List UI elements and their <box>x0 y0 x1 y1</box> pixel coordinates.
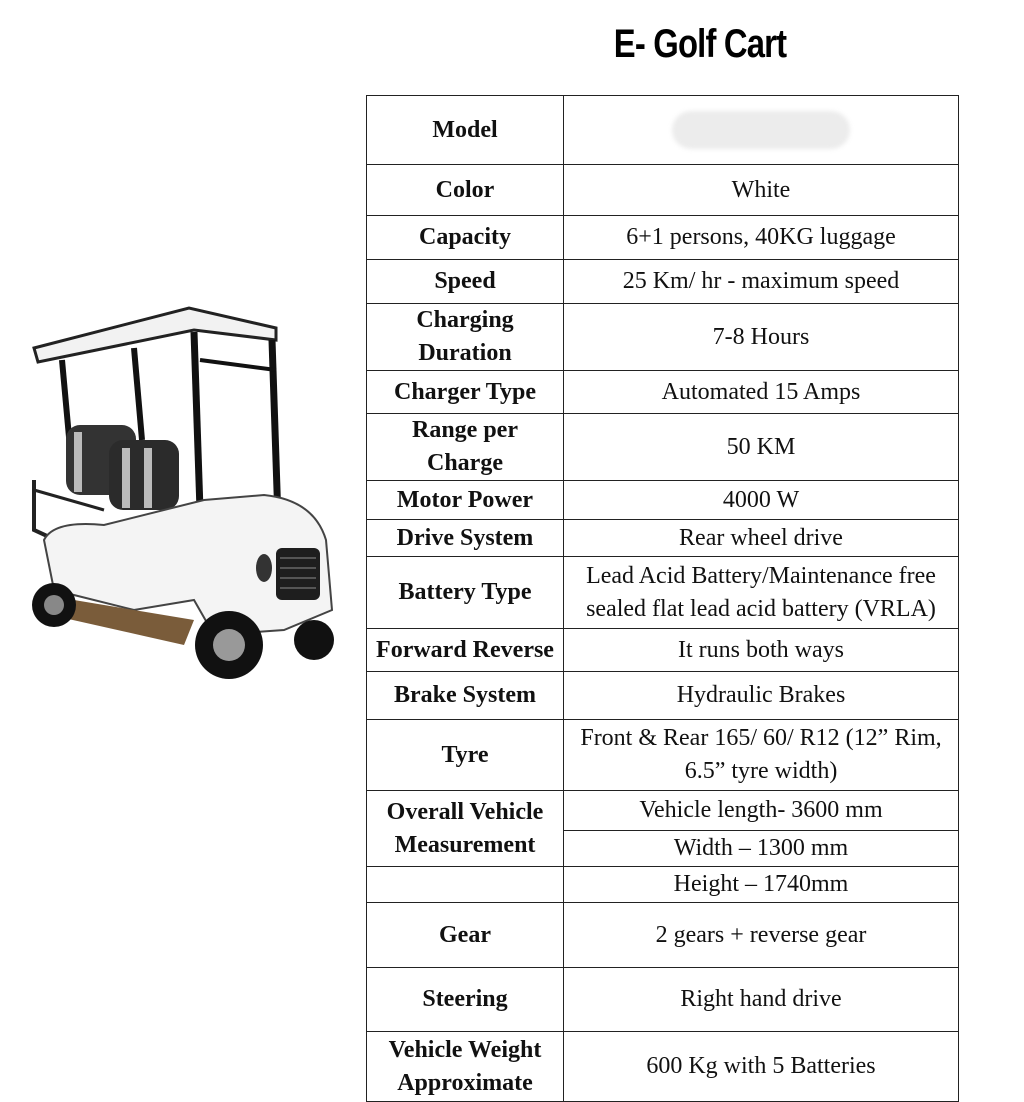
spec-value: Lead Acid Battery/Maintenance free sealed flat lead acid battery (VRLA) <box>564 557 959 629</box>
page-title: E- Golf Cart <box>613 22 787 66</box>
spec-label: Overall Vehicle Measurement <box>367 791 564 867</box>
spec-value: Automated 15 Amps <box>564 371 959 414</box>
table-row <box>367 520 959 557</box>
spec-value: Hydraulic Brakes <box>564 672 959 720</box>
spec-value: 7-8 Hours <box>564 304 959 371</box>
spec-value: 25 Km/ hr - maximum speed <box>564 260 959 304</box>
spec-label: Drive System <box>367 520 564 557</box>
table-row <box>367 672 959 720</box>
spec-value: 600 Kg with 5 Batteries <box>564 1032 959 1102</box>
spec-label: Brake System <box>367 672 564 720</box>
table-row <box>367 968 959 1032</box>
spec-label: Forward Reverse <box>367 629 564 672</box>
table-row <box>367 720 959 791</box>
spec-label: Tyre <box>367 720 564 791</box>
spec-value: Vehicle length- 3600 mm <box>564 791 959 831</box>
table-row <box>367 304 959 371</box>
table-row <box>367 791 959 831</box>
spec-label: Speed <box>367 260 564 304</box>
spec-value: Rear wheel drive <box>564 520 959 557</box>
table-row <box>367 629 959 672</box>
spec-label: Charging Duration <box>367 304 564 371</box>
table-row <box>367 165 959 216</box>
table-row <box>367 557 959 629</box>
spec-label: Range per Charge <box>367 414 564 481</box>
table-row <box>367 371 959 414</box>
spec-label: Vehicle Weight Approximate <box>367 1032 564 1102</box>
table-row <box>367 414 959 481</box>
spec-label: Capacity <box>367 216 564 260</box>
spec-value: Right hand drive <box>564 968 959 1032</box>
table-row <box>367 1032 959 1102</box>
spec-label: Battery Type <box>367 557 564 629</box>
spec-label-empty <box>367 867 564 903</box>
spec-value: It runs both ways <box>564 629 959 672</box>
spec-label: Color <box>367 165 564 216</box>
table-row <box>367 96 959 165</box>
spec-label: Steering <box>367 968 564 1032</box>
spec-value: Height – 1740mm <box>564 867 959 903</box>
table-row <box>367 216 959 260</box>
spec-value-redacted <box>564 96 959 165</box>
spec-label: Gear <box>367 903 564 968</box>
table-row <box>367 260 959 304</box>
table-row <box>367 481 959 520</box>
golf-cart-image <box>14 300 364 730</box>
table-row <box>367 867 959 903</box>
redaction-blur <box>672 111 850 149</box>
spec-label: Model <box>367 96 564 165</box>
spec-label: Charger Type <box>367 371 564 414</box>
spec-value: 4000 W <box>564 481 959 520</box>
spec-table <box>366 95 959 1102</box>
spec-value: 50 KM <box>564 414 959 481</box>
spec-value: 2 gears + reverse gear <box>564 903 959 968</box>
spec-label: Motor Power <box>367 481 564 520</box>
spec-value: 6+1 persons, 40KG luggage <box>564 216 959 260</box>
table-row <box>367 903 959 968</box>
spec-value: White <box>564 165 959 216</box>
spec-value: Front & Rear 165/ 60/ R12 (12” Rim, 6.5” tyre width) <box>564 720 959 791</box>
spec-value: Width – 1300 mm <box>564 831 959 867</box>
